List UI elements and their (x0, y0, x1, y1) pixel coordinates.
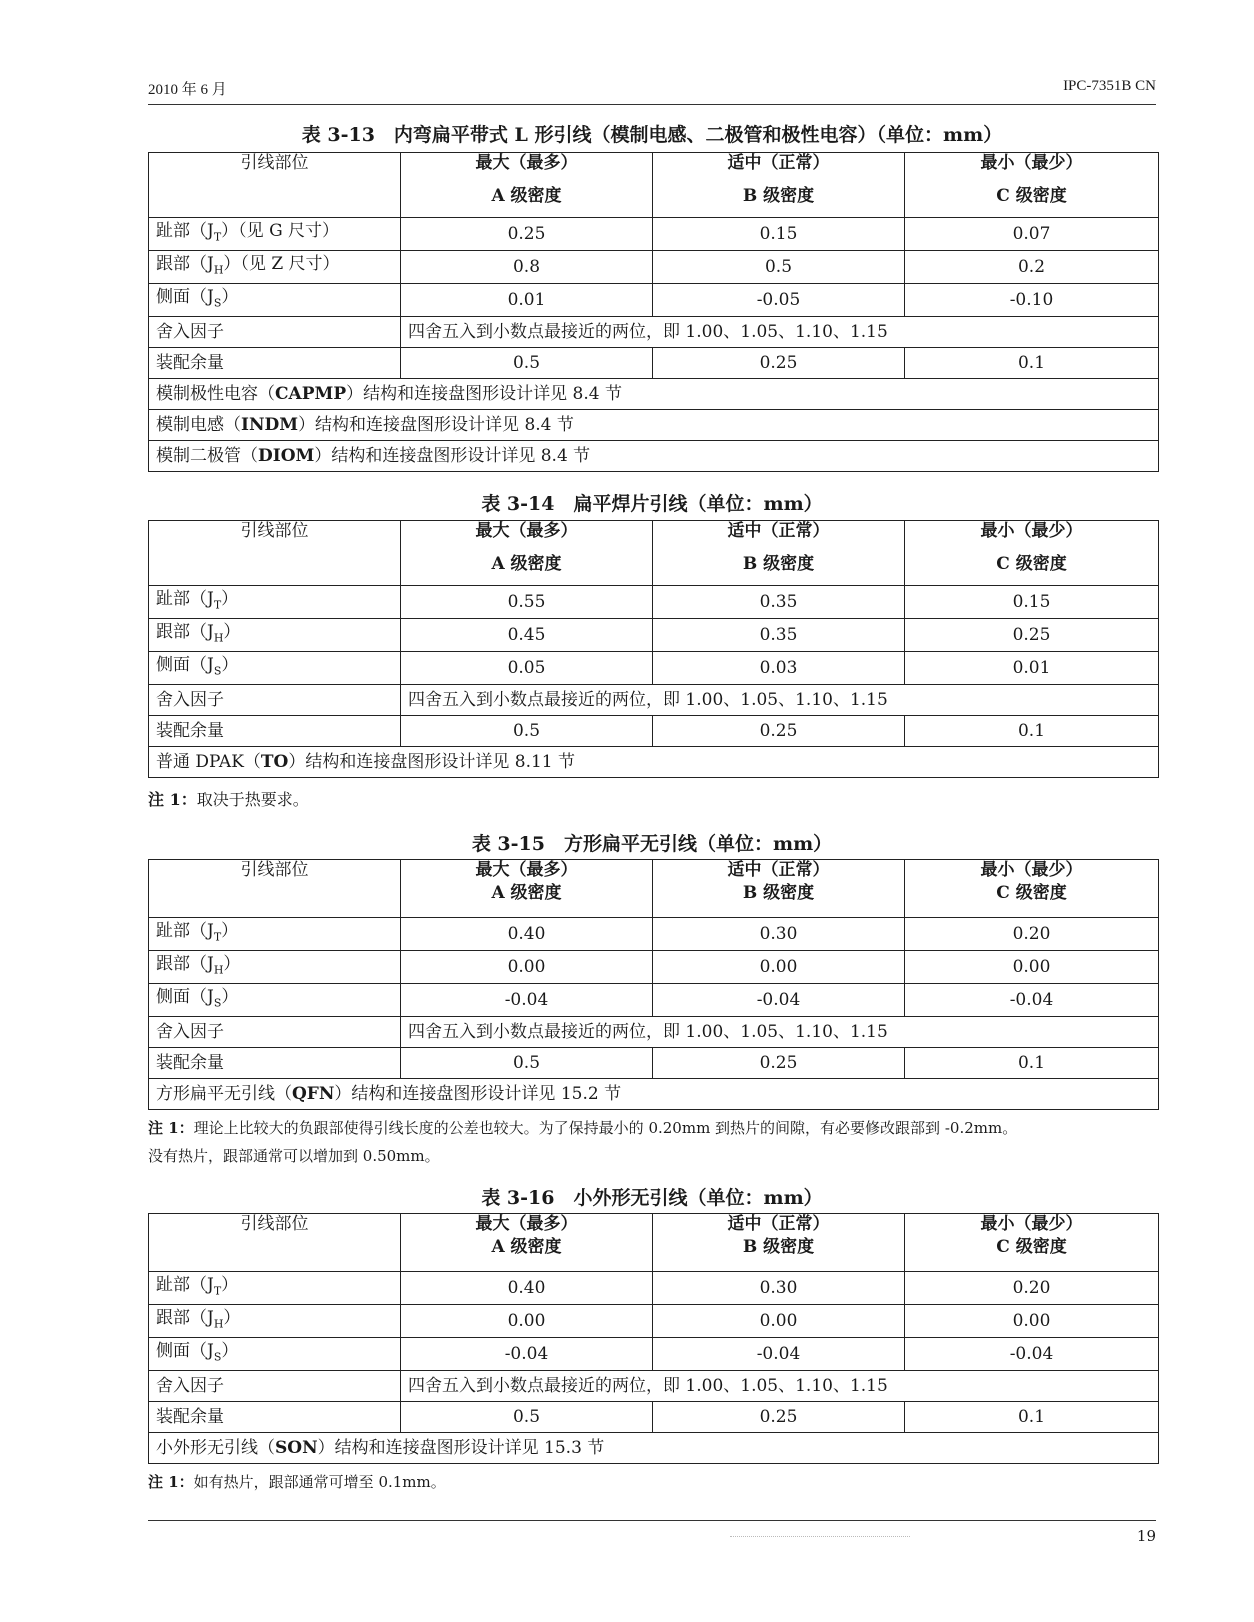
table-3-13-caption: 表 3-13 内弯扁平带式 L 形引线（模制电感、二极管和极性电容）（单位：mm） (301, 124, 1003, 146)
footer-dotted-mark (730, 1536, 910, 1537)
table-row (149, 918, 1159, 951)
table-row-fit (149, 1402, 1159, 1433)
table-row (149, 251, 1159, 284)
cell-a: 0.25 (401, 218, 653, 251)
col-header-c: 最小（最少） C 级密度 (905, 153, 1159, 218)
cell-b: 0.03 (653, 652, 905, 685)
table-row (149, 619, 1159, 652)
table-3-15-footnote-line1: 注 1：理论上比较大的负跟部使得引线长度的公差也较大。为了保持最小的 0.20mm 到热片的间隙，有必要修改跟部到 -0.2mm。 (148, 1119, 1018, 1137)
table-row-rounding (149, 1371, 1159, 1402)
cell-c: 0.25 (905, 619, 1159, 652)
rounding-text: 四舍五入到小数点最接近的两位，即 1.00、1.05、1.10、1.15 (401, 1371, 1159, 1402)
table-header-row (149, 860, 1159, 918)
row-label: 装配余量 (149, 716, 401, 747)
cell-c: 0.00 (905, 951, 1159, 984)
table-3-16-footnote: 注 1：如有热片，跟部通常可增至 0.1mm。 (148, 1473, 446, 1491)
row-label: 跟部$(J_H)$ (149, 619, 401, 652)
note-text: 普通 DPAK（TO）结构和连接盘图形设计详见 8.11 节 (149, 747, 1159, 778)
cell-b: 0.25 (653, 716, 905, 747)
table-header-row (149, 1214, 1159, 1272)
cell-b: 0.35 (653, 586, 905, 619)
table-note-row (149, 1433, 1159, 1464)
rounding-text: 四舍五入到小数点最接近的两位，即 1.00、1.05、1.10、1.15 (401, 1017, 1159, 1048)
row-label: 舍入因子 (149, 1017, 401, 1048)
cell-b: 0.00 (653, 951, 905, 984)
cell-a: 0.01 (401, 284, 653, 317)
table-row-rounding (149, 685, 1159, 716)
cell-b: 0.30 (653, 1272, 905, 1305)
cell-c: 0.1 (905, 348, 1159, 379)
cell-c: 0.00 (905, 1305, 1159, 1338)
cell-a: 0.40 (401, 918, 653, 951)
col-header-part: 引线部位 (149, 153, 401, 218)
cell-a: 0.00 (401, 951, 653, 984)
col-header-b: 适中（正常） B 级密度 (653, 860, 905, 918)
col-header-c: 最小（最少） C 级密度 (905, 1214, 1159, 1272)
cell-a: 0.5 (401, 716, 653, 747)
col-header-a: 最大（最多） A 级密度 (401, 860, 653, 918)
col-header-a: 最大（最多） A 级密度 (401, 153, 653, 218)
note-text: 模制极性电容（CAPMP）结构和连接盘图形设计详见 8.4 节 (149, 379, 1159, 410)
table-3-16 (148, 1213, 1159, 1464)
row-label: 趾部$(J_T)$ (149, 918, 401, 951)
col-header-b: 适中（正常） B 级密度 (653, 153, 905, 218)
cell-b: 0.25 (653, 1402, 905, 1433)
col-header-b: 适中（正常） B 级密度 (653, 521, 905, 586)
cell-b: 0.00 (653, 1305, 905, 1338)
row-label: 跟部$(J_H)$（见 Z 尺寸） (149, 251, 401, 284)
table-3-14-footnote: 注 1：取决于热要求。 (148, 790, 309, 809)
note-text: 模制电感（INDM）结构和连接盘图形设计详见 8.4 节 (149, 410, 1159, 441)
cell-a: 0.40 (401, 1272, 653, 1305)
header-doc-id: IPC-7351B CN (1063, 78, 1156, 94)
cell-c: 0.01 (905, 652, 1159, 685)
table-note-row (149, 1079, 1159, 1110)
cell-b: 0.30 (653, 918, 905, 951)
table-3-13 (148, 152, 1159, 472)
cell-c: 0.07 (905, 218, 1159, 251)
table-row (149, 984, 1159, 1017)
table-header-row (149, 153, 1159, 218)
cell-a: 0.5 (401, 1402, 653, 1433)
cell-b: 0.15 (653, 218, 905, 251)
cell-c: 0.20 (905, 918, 1159, 951)
cell-a: 0.5 (401, 348, 653, 379)
col-header-a: 最大（最多） A 级密度 (401, 521, 653, 586)
col-header-a: 最大（最多） A 级密度 (401, 1214, 653, 1272)
table-row (149, 652, 1159, 685)
row-label: 跟部$(J_H)$ (149, 1305, 401, 1338)
row-label: 侧面$(J_S)$ (149, 984, 401, 1017)
cell-b: 0.5 (653, 251, 905, 284)
row-label: 舍入因子 (149, 317, 401, 348)
cell-a: 0.55 (401, 586, 653, 619)
note-text: 方形扁平无引线（QFN）结构和连接盘图形设计详见 15.2 节 (149, 1079, 1159, 1110)
cell-a: 0.45 (401, 619, 653, 652)
col-header-b: 适中（正常） B 级密度 (653, 1214, 905, 1272)
table-header-row (149, 521, 1159, 586)
table-row-fit (149, 348, 1159, 379)
note-text: 小外形无引线（SON）结构和连接盘图形设计详见 15.3 节 (149, 1433, 1159, 1464)
page-number: 19 (1136, 1527, 1156, 1545)
cell-c: -0.04 (905, 984, 1159, 1017)
row-label: 侧面$(J_S)$ (149, 284, 401, 317)
row-label: 趾部$(J_T)$ (149, 586, 401, 619)
cell-b: 0.25 (653, 348, 905, 379)
rounding-text: 四舍五入到小数点最接近的两位，即 1.00、1.05、1.10、1.15 (401, 317, 1159, 348)
row-label: 装配余量 (149, 1402, 401, 1433)
table-3-14-caption: 表 3-14 扁平焊片引线（单位：mm） (481, 493, 823, 515)
cell-a: -0.04 (401, 984, 653, 1017)
table-row (149, 1338, 1159, 1371)
table-row-fit (149, 716, 1159, 747)
cell-b: -0.04 (653, 1338, 905, 1371)
table-row (149, 951, 1159, 984)
col-header-part: 引线部位 (149, 1214, 401, 1272)
table-note-row (149, 747, 1159, 778)
cell-c: -0.10 (905, 284, 1159, 317)
table-row (149, 1305, 1159, 1338)
table-note-row (149, 379, 1159, 410)
header-rule (148, 104, 1156, 105)
row-label: 趾部$(J_T)$（见 G 尺寸） (149, 218, 401, 251)
cell-a: 0.5 (401, 1048, 653, 1079)
table-row-rounding (149, 317, 1159, 348)
cell-c: 0.1 (905, 1048, 1159, 1079)
cell-b: -0.05 (653, 284, 905, 317)
rounding-text: 四舍五入到小数点最接近的两位，即 1.00、1.05、1.10、1.15 (401, 685, 1159, 716)
table-3-16-caption: 表 3-16 小外形无引线（单位：mm） (481, 1187, 823, 1209)
cell-a: 0.05 (401, 652, 653, 685)
table-note-row (149, 410, 1159, 441)
table-row-fit (149, 1048, 1159, 1079)
table-note-row (149, 441, 1159, 472)
table-3-15-caption: 表 3-15 方形扁平无引线（单位：mm） (471, 833, 833, 855)
row-label: 装配余量 (149, 348, 401, 379)
header-date: 2010 年 6 月 (148, 82, 227, 98)
cell-c: 0.1 (905, 716, 1159, 747)
cell-c: 0.15 (905, 586, 1159, 619)
row-label: 舍入因子 (149, 1371, 401, 1402)
cell-a: 0.00 (401, 1305, 653, 1338)
note-text: 模制二极管（DIOM）结构和连接盘图形设计详见 8.4 节 (149, 441, 1159, 472)
col-header-c: 最小（最少） C 级密度 (905, 521, 1159, 586)
cell-b: -0.04 (653, 984, 905, 1017)
row-label: 跟部$(J_H)$ (149, 951, 401, 984)
table-row (149, 218, 1159, 251)
cell-c: -0.04 (905, 1338, 1159, 1371)
row-label: 侧面$(J_S)$ (149, 1338, 401, 1371)
row-label: 舍入因子 (149, 685, 401, 716)
table-row (149, 284, 1159, 317)
table-3-14 (148, 520, 1159, 778)
cell-c: 0.2 (905, 251, 1159, 284)
col-header-part: 引线部位 (149, 521, 401, 586)
table-row (149, 1272, 1159, 1305)
row-label: 侧面$(J_S)$ (149, 652, 401, 685)
cell-c: 0.1 (905, 1402, 1159, 1433)
cell-a: 0.8 (401, 251, 653, 284)
cell-b: 0.25 (653, 1048, 905, 1079)
table-3-15 (148, 859, 1159, 1110)
col-header-part: 引线部位 (149, 860, 401, 918)
cell-c: 0.20 (905, 1272, 1159, 1305)
row-label: 趾部$(J_T)$ (149, 1272, 401, 1305)
table-row-rounding (149, 1017, 1159, 1048)
table-row (149, 586, 1159, 619)
cell-a: -0.04 (401, 1338, 653, 1371)
footer-rule (148, 1520, 1156, 1521)
table-3-15-footnote-line2: 没有热片，跟部通常可以增加到 0.50mm。 (148, 1147, 440, 1165)
col-header-c: 最小（最少） C 级密度 (905, 860, 1159, 918)
cell-b: 0.35 (653, 619, 905, 652)
row-label: 装配余量 (149, 1048, 401, 1079)
